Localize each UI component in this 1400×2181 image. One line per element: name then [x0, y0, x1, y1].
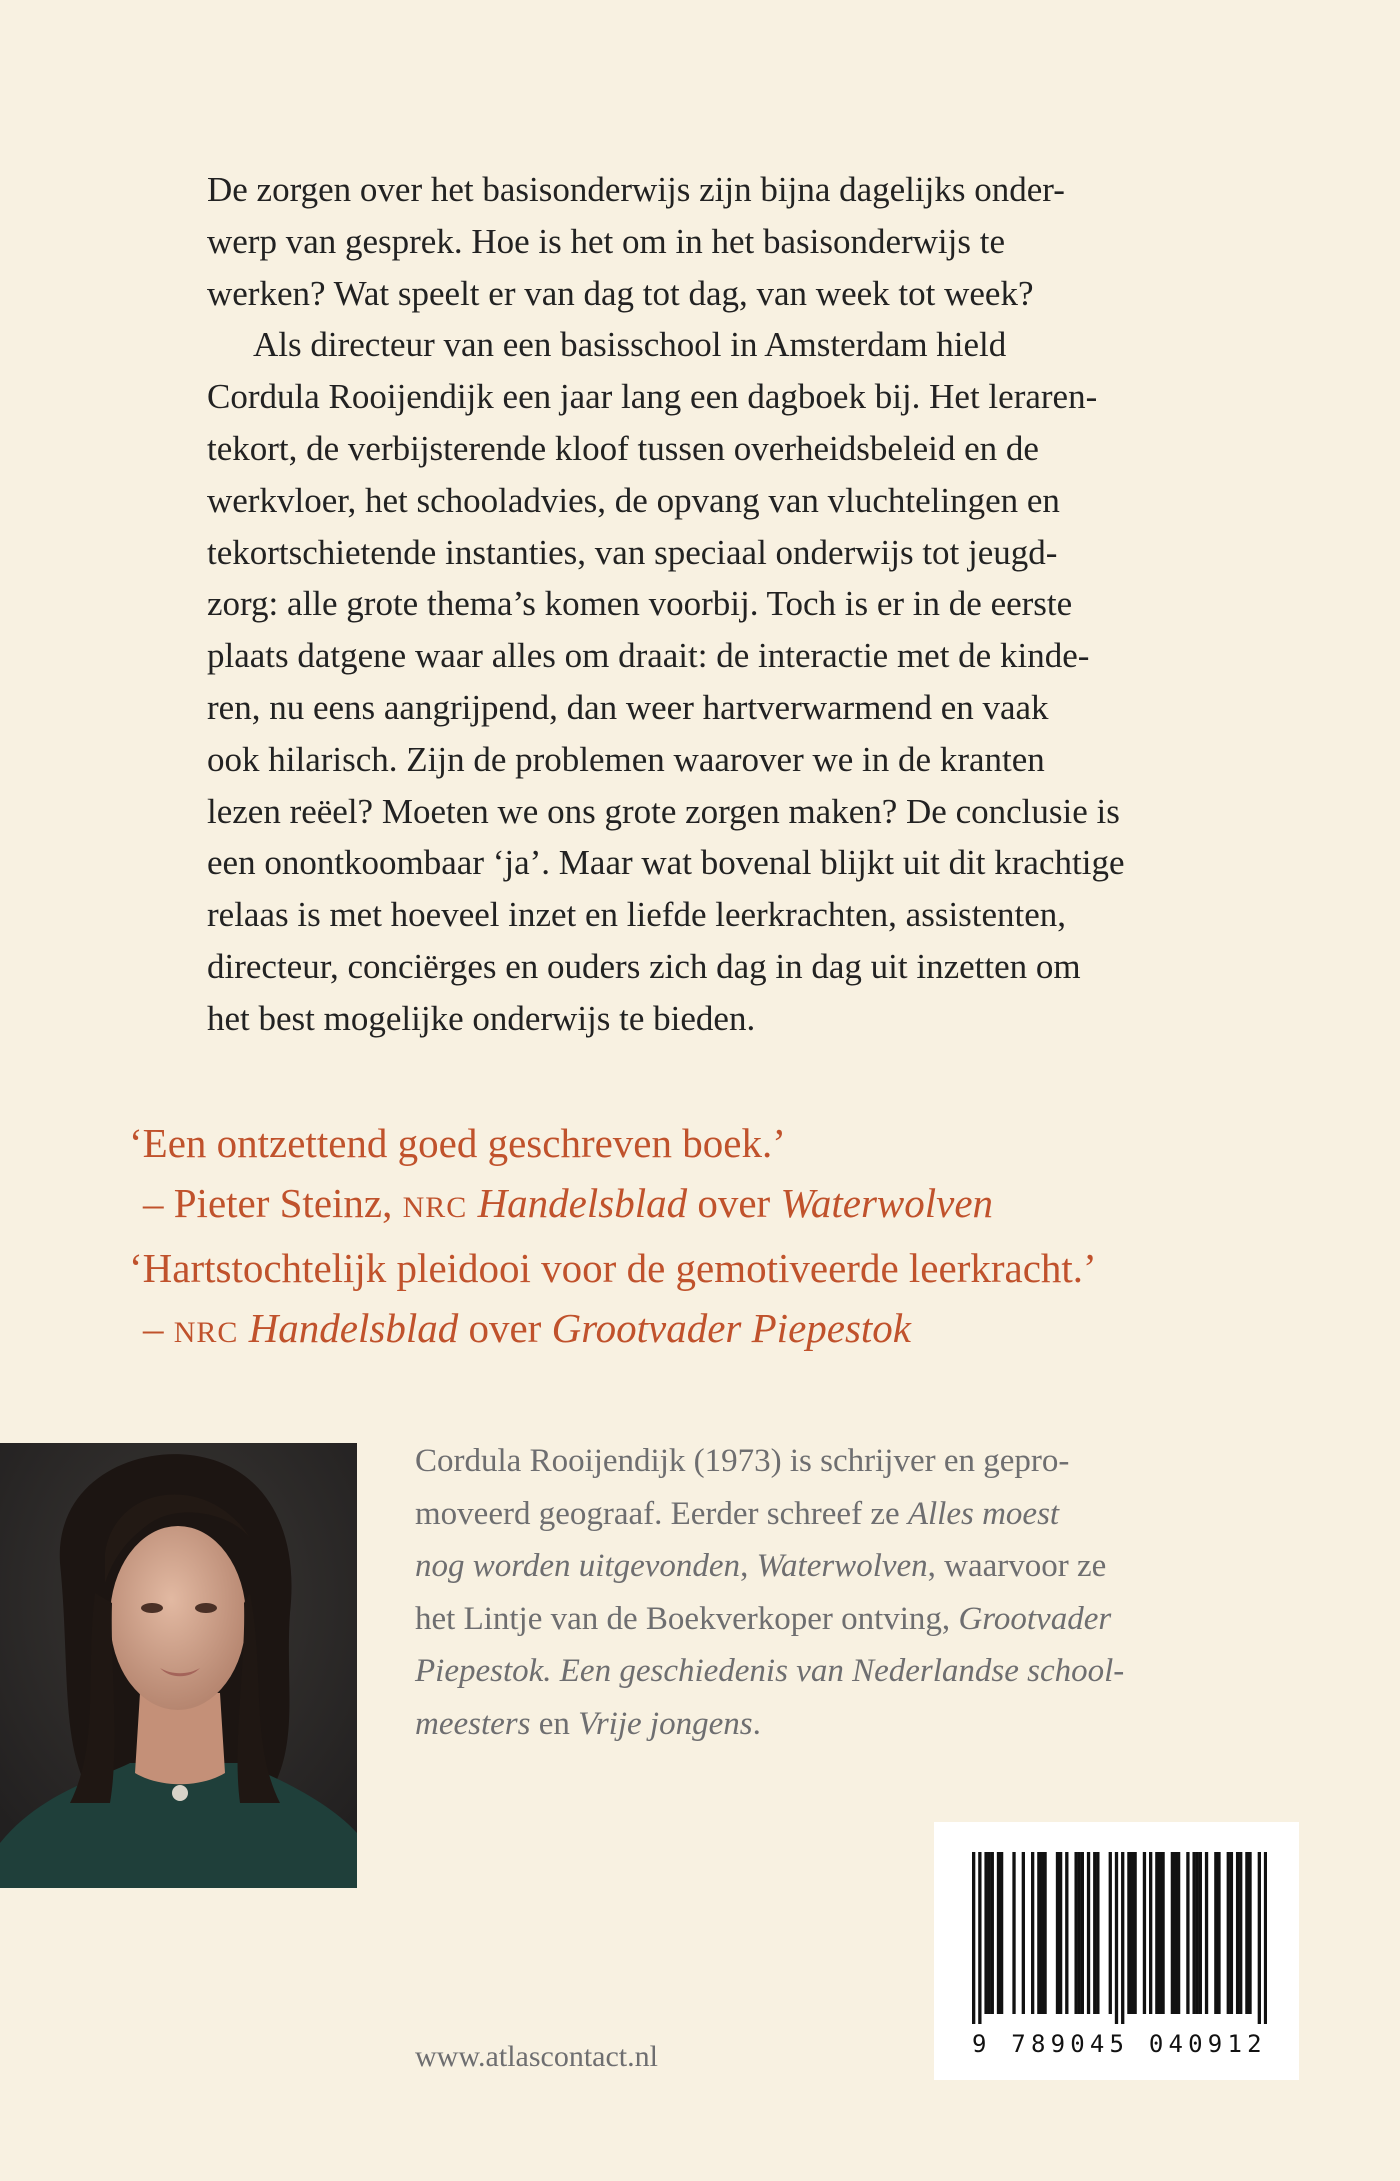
- blurb-text: [207, 164, 1237, 1045]
- barcode-bar: [1149, 1852, 1152, 2014]
- blurb-line: werken? Wat speelt er van dag tot dag, van week tot week?: [207, 273, 1034, 313]
- blurb-line: werkvloer, het schooladvies, de opvang van vluchtelingen en: [207, 480, 1060, 520]
- blurb-line: plaats datgene waar alles om draait: de interactie met de kinde-: [207, 636, 1090, 676]
- barcode-bar: [1248, 1852, 1251, 2014]
- barcode-bar: [1196, 1852, 1199, 2014]
- blurb-line: lezen reëel? Moeten we ons grote zorgen maken? De conclusie is: [207, 791, 1120, 831]
- bio-book-title: Waterwolven: [756, 1548, 928, 1584]
- bio-book-title: Alles moest: [907, 1495, 1060, 1532]
- blurb-paragraph-2: [207, 319, 1237, 1044]
- barcode-bar: [1174, 1852, 1177, 2014]
- barcode-bar: [984, 1852, 987, 2014]
- barcode-bar: [1031, 1852, 1034, 2014]
- barcode-bar: [988, 1852, 991, 2014]
- bio-text: moveerd geograaf. Eerder schreef ze: [415, 1495, 908, 1532]
- barcode-bar: [1065, 1852, 1068, 2014]
- author-photo: [0, 1443, 357, 1888]
- newspaper-smallcaps: NRC: [173, 1316, 239, 1349]
- blurb-line: een onontkoombaar ‘ja’. Maar wat bovenal blijkt uit dit krachtige: [207, 843, 1125, 883]
- barcode-bar: [1043, 1852, 1046, 2014]
- barcode-bar: [1000, 1852, 1003, 2014]
- barcode-bar: [1012, 1852, 1015, 2014]
- barcode-bars: [972, 1852, 1267, 2024]
- blurb-line: relaas is met hoeveel inzet en liefde leerkrachten, assistenten,: [207, 895, 1067, 935]
- barcode-bar: [1239, 1852, 1242, 2014]
- blurb-line: tekortschietende instanties, van speciaal onderwijs tot jeugd-: [207, 532, 1058, 572]
- bio-text: ,: [740, 1548, 757, 1584]
- bio-book-title: meesters: [415, 1705, 531, 1742]
- barcode-bar: [1040, 1852, 1043, 2014]
- newspaper-name: Handelsblad: [467, 1180, 688, 1226]
- barcode-bar: [1143, 1852, 1146, 2014]
- bio-text: , waarvoor ze: [927, 1548, 1107, 1584]
- review-quote-1: ‘Een ontzettend goed geschreven boek.’: [129, 1120, 786, 1166]
- attribution-dash: –: [143, 1305, 174, 1351]
- barcode-bar: [1205, 1852, 1208, 2014]
- barcode-bar: [1236, 1852, 1239, 2014]
- newspaper-smallcaps: NRC: [402, 1191, 468, 1224]
- bio-book-title: nog worden uitgevonden: [415, 1548, 741, 1584]
- barcode-bar: [1037, 1852, 1040, 2014]
- review-attribution-2: [129, 1298, 1309, 1363]
- bio-text: .: [752, 1705, 761, 1742]
- author-bio: [415, 1435, 1295, 1750]
- barcode-bar: [997, 1852, 1000, 2014]
- bio-line: [415, 1593, 1295, 1646]
- blurb-line: ren, nu eens aangrijpend, dan weer hartverwarmend en vaak: [207, 687, 1049, 727]
- blurb-line: zorg: alle grote thema’s komen voorbij. Toch is er in de eerste: [207, 584, 1073, 624]
- barcode-bar: [1192, 1852, 1195, 2014]
- barcode-bar: [978, 1852, 981, 2024]
- barcode-bar: [1214, 1852, 1217, 2014]
- blurb-line: Cordula Rooijendijk een jaar lang een dagboek bij. Het leraren-: [207, 377, 1098, 417]
- barcode-bar: [1078, 1852, 1081, 2014]
- isbn-number: 9 789045 040912: [972, 2030, 1267, 2058]
- bio-line: [415, 1698, 1295, 1751]
- bio-book-title: Grootvader: [958, 1600, 1112, 1637]
- barcode-bar: [1074, 1852, 1077, 2014]
- blurb-line: ook hilarisch. Zijn de problemen waarover we in de kranten: [207, 739, 1045, 779]
- bio-text: en: [530, 1705, 579, 1742]
- barcode-bar: [1081, 1852, 1084, 2014]
- bio-text: het Lintje van de Boekverkoper ontving,: [415, 1600, 959, 1637]
- barcode-bar: [1130, 1852, 1133, 2014]
- barcode-bar: [1186, 1852, 1189, 2014]
- review-quotes: [129, 1113, 1309, 1363]
- barcode-bar: [1177, 1852, 1180, 2014]
- barcode-bar: [1155, 1852, 1158, 2014]
- barcode-bar: [1161, 1852, 1164, 2014]
- barcode-bar: [1264, 1852, 1267, 2024]
- barcode-bar: [1059, 1852, 1062, 2014]
- barcode-bar: [1056, 1852, 1059, 2014]
- barcode-bar: [1258, 1852, 1261, 2024]
- barcode-bar: [1121, 1852, 1124, 2024]
- blurb-line: tekort, de verbijsterende kloof tussen overheidsbeleid en de: [207, 428, 1039, 468]
- blurb-line: het best mogelijke onderwijs te bieden.: [207, 998, 756, 1038]
- barcode-bar: [1096, 1852, 1099, 2014]
- barcode-bar: [1230, 1852, 1233, 2014]
- bio-line: [415, 1488, 1295, 1541]
- bio-line: Cordula Rooijendijk (1973) is schrijver en gepro-: [415, 1443, 1070, 1479]
- barcode-bar: [1171, 1852, 1174, 2014]
- barcode-bar: [1133, 1852, 1136, 2014]
- bio-line: [415, 1540, 1295, 1593]
- book-title: Waterwolven: [780, 1180, 994, 1226]
- blurb-line: Als directeur van een basisschool in Amsterdam hield: [253, 325, 1007, 365]
- barcode-bar: [1227, 1852, 1230, 2014]
- barcode-bar: [1127, 1852, 1130, 2014]
- review-attribution-1: [129, 1173, 1309, 1238]
- bio-book-title: Vrije jongens: [578, 1705, 753, 1742]
- barcode-bar: [1245, 1852, 1248, 2014]
- attribution-author: – Pieter Steinz,: [143, 1180, 403, 1226]
- blurb-line: De zorgen over het basisonderwijs zijn bijna dagelijks onder-: [207, 170, 1065, 209]
- attribution-over: over: [458, 1305, 552, 1351]
- publisher-website: www.atlascontact.nl: [415, 2040, 658, 2073]
- blurb-line: directeur, conciërges en ouders zich dag in dag uit inzetten om: [207, 946, 1081, 986]
- barcode-bar: [1199, 1852, 1202, 2014]
- attribution-over: over: [687, 1180, 781, 1226]
- barcode-bar: [1158, 1852, 1161, 2014]
- book-title: Grootvader Piepestok: [551, 1305, 912, 1351]
- isbn-barcode: [934, 1822, 1299, 2080]
- barcode-bar: [1093, 1852, 1096, 2014]
- barcode-bar: [1087, 1852, 1090, 2014]
- bio-line: Piepestok. Een geschiedenis van Nederlandse school-: [415, 1653, 1125, 1689]
- blurb-paragraph-1: [207, 164, 1237, 319]
- newspaper-name: Handelsblad: [238, 1305, 459, 1351]
- barcode-bar: [991, 1852, 994, 2014]
- blurb-line: werp van gesprek. Hoe is het om in het basisonderwijs te: [207, 221, 1006, 261]
- barcode-bar: [1022, 1852, 1025, 2014]
- barcode-bar: [972, 1852, 975, 2024]
- review-quote-2: ‘Hartstochtelijk pleidooi voor de gemotiveerde leerkracht.’: [129, 1245, 1097, 1291]
- barcode-bar: [1109, 1852, 1112, 2014]
- barcode-bar: [1115, 1852, 1118, 2024]
- barcode-bar: [1217, 1852, 1220, 2014]
